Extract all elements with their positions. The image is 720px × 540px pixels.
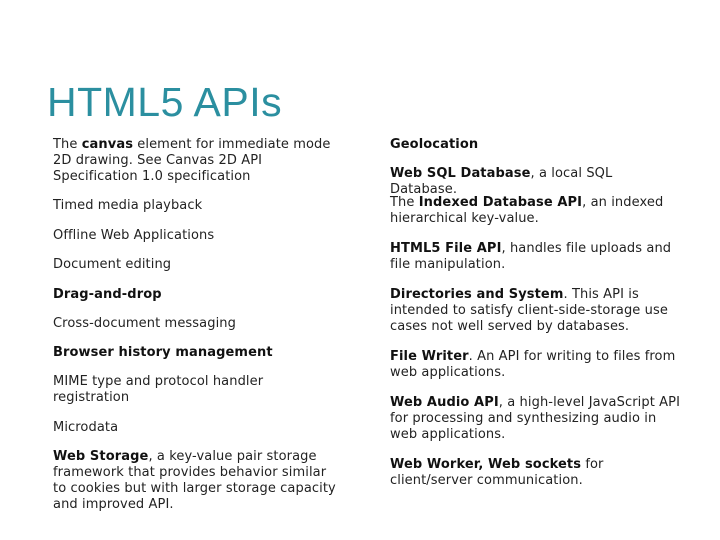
item-text: Document editing — [53, 257, 172, 272]
item-keyword: canvas — [81, 137, 134, 152]
slide-title: HTML5 APIs — [47, 79, 283, 125]
item-text: MIME type and protocol handler registration — [53, 374, 264, 405]
item-text: Timed media playback — [53, 198, 203, 213]
list-item-web-sql — [390, 166, 680, 198]
item-keyword: Drag-and-drop — [53, 287, 162, 302]
item-text: . An API for writing to files from web applications. — [390, 349, 676, 380]
list-item-web-worker — [390, 457, 680, 489]
item-text: , an indexed hierarchical key-value. — [390, 195, 664, 226]
list-item-timed-media — [53, 198, 343, 214]
item-keyword: Web Worker, Web sockets — [390, 457, 582, 472]
list-item-offline-apps — [53, 228, 343, 244]
item-prefix: The — [390, 195, 419, 210]
item-keyword: Web SQL Database — [390, 166, 531, 181]
item-text: , a key-value pair storage framework that provides behavior similar to cookies but with larger storage capacity and improved API. — [53, 449, 336, 512]
item-keyword: Web Storage — [53, 449, 149, 464]
item-keyword: Web Audio API — [390, 395, 499, 410]
item-text: , handles file uploads and file manipulation. — [390, 241, 672, 272]
list-item-browser-history — [53, 345, 343, 361]
item-prefix: The — [53, 137, 82, 152]
item-text: Microdata — [53, 420, 119, 435]
item-keyword: HTML5 File API — [390, 241, 502, 256]
list-item-directories — [390, 287, 680, 335]
item-text: Offline Web Applications — [53, 228, 215, 243]
list-item-web-audio — [390, 395, 680, 443]
list-item-cross-document — [53, 316, 343, 332]
list-item-canvas — [53, 137, 343, 185]
item-keyword: Browser history management — [53, 345, 273, 360]
list-item-drag-and-drop — [53, 287, 343, 303]
item-keyword: File Writer — [390, 349, 469, 364]
item-text: for client/server communication. — [390, 457, 604, 488]
list-item-mime-type — [53, 374, 343, 406]
item-text: . This API is intended to satisfy client-side-storage use cases not well served by databases. — [390, 287, 668, 334]
list-item-geolocation — [390, 137, 680, 153]
list-item-document-editing — [53, 257, 343, 273]
list-item-microdata — [53, 420, 343, 436]
item-text: , a high-level JavaScript API for processing and synthesizing audio in web applications. — [390, 395, 681, 442]
list-item-file-writer — [390, 349, 680, 381]
item-text: element for immediate mode 2D drawing. See Canvas 2D API Specification 1.0 specification — [53, 137, 331, 184]
list-item-indexed-db — [390, 195, 680, 227]
item-text: Cross-document messaging — [53, 316, 236, 331]
list-item-web-storage — [53, 449, 343, 513]
item-keyword: Directories and System — [390, 287, 564, 302]
item-keyword: Indexed Database API — [418, 195, 583, 210]
item-keyword: Geolocation — [390, 137, 479, 152]
list-item-file-api — [390, 241, 680, 273]
item-text: , a local SQL Database. — [390, 166, 613, 197]
